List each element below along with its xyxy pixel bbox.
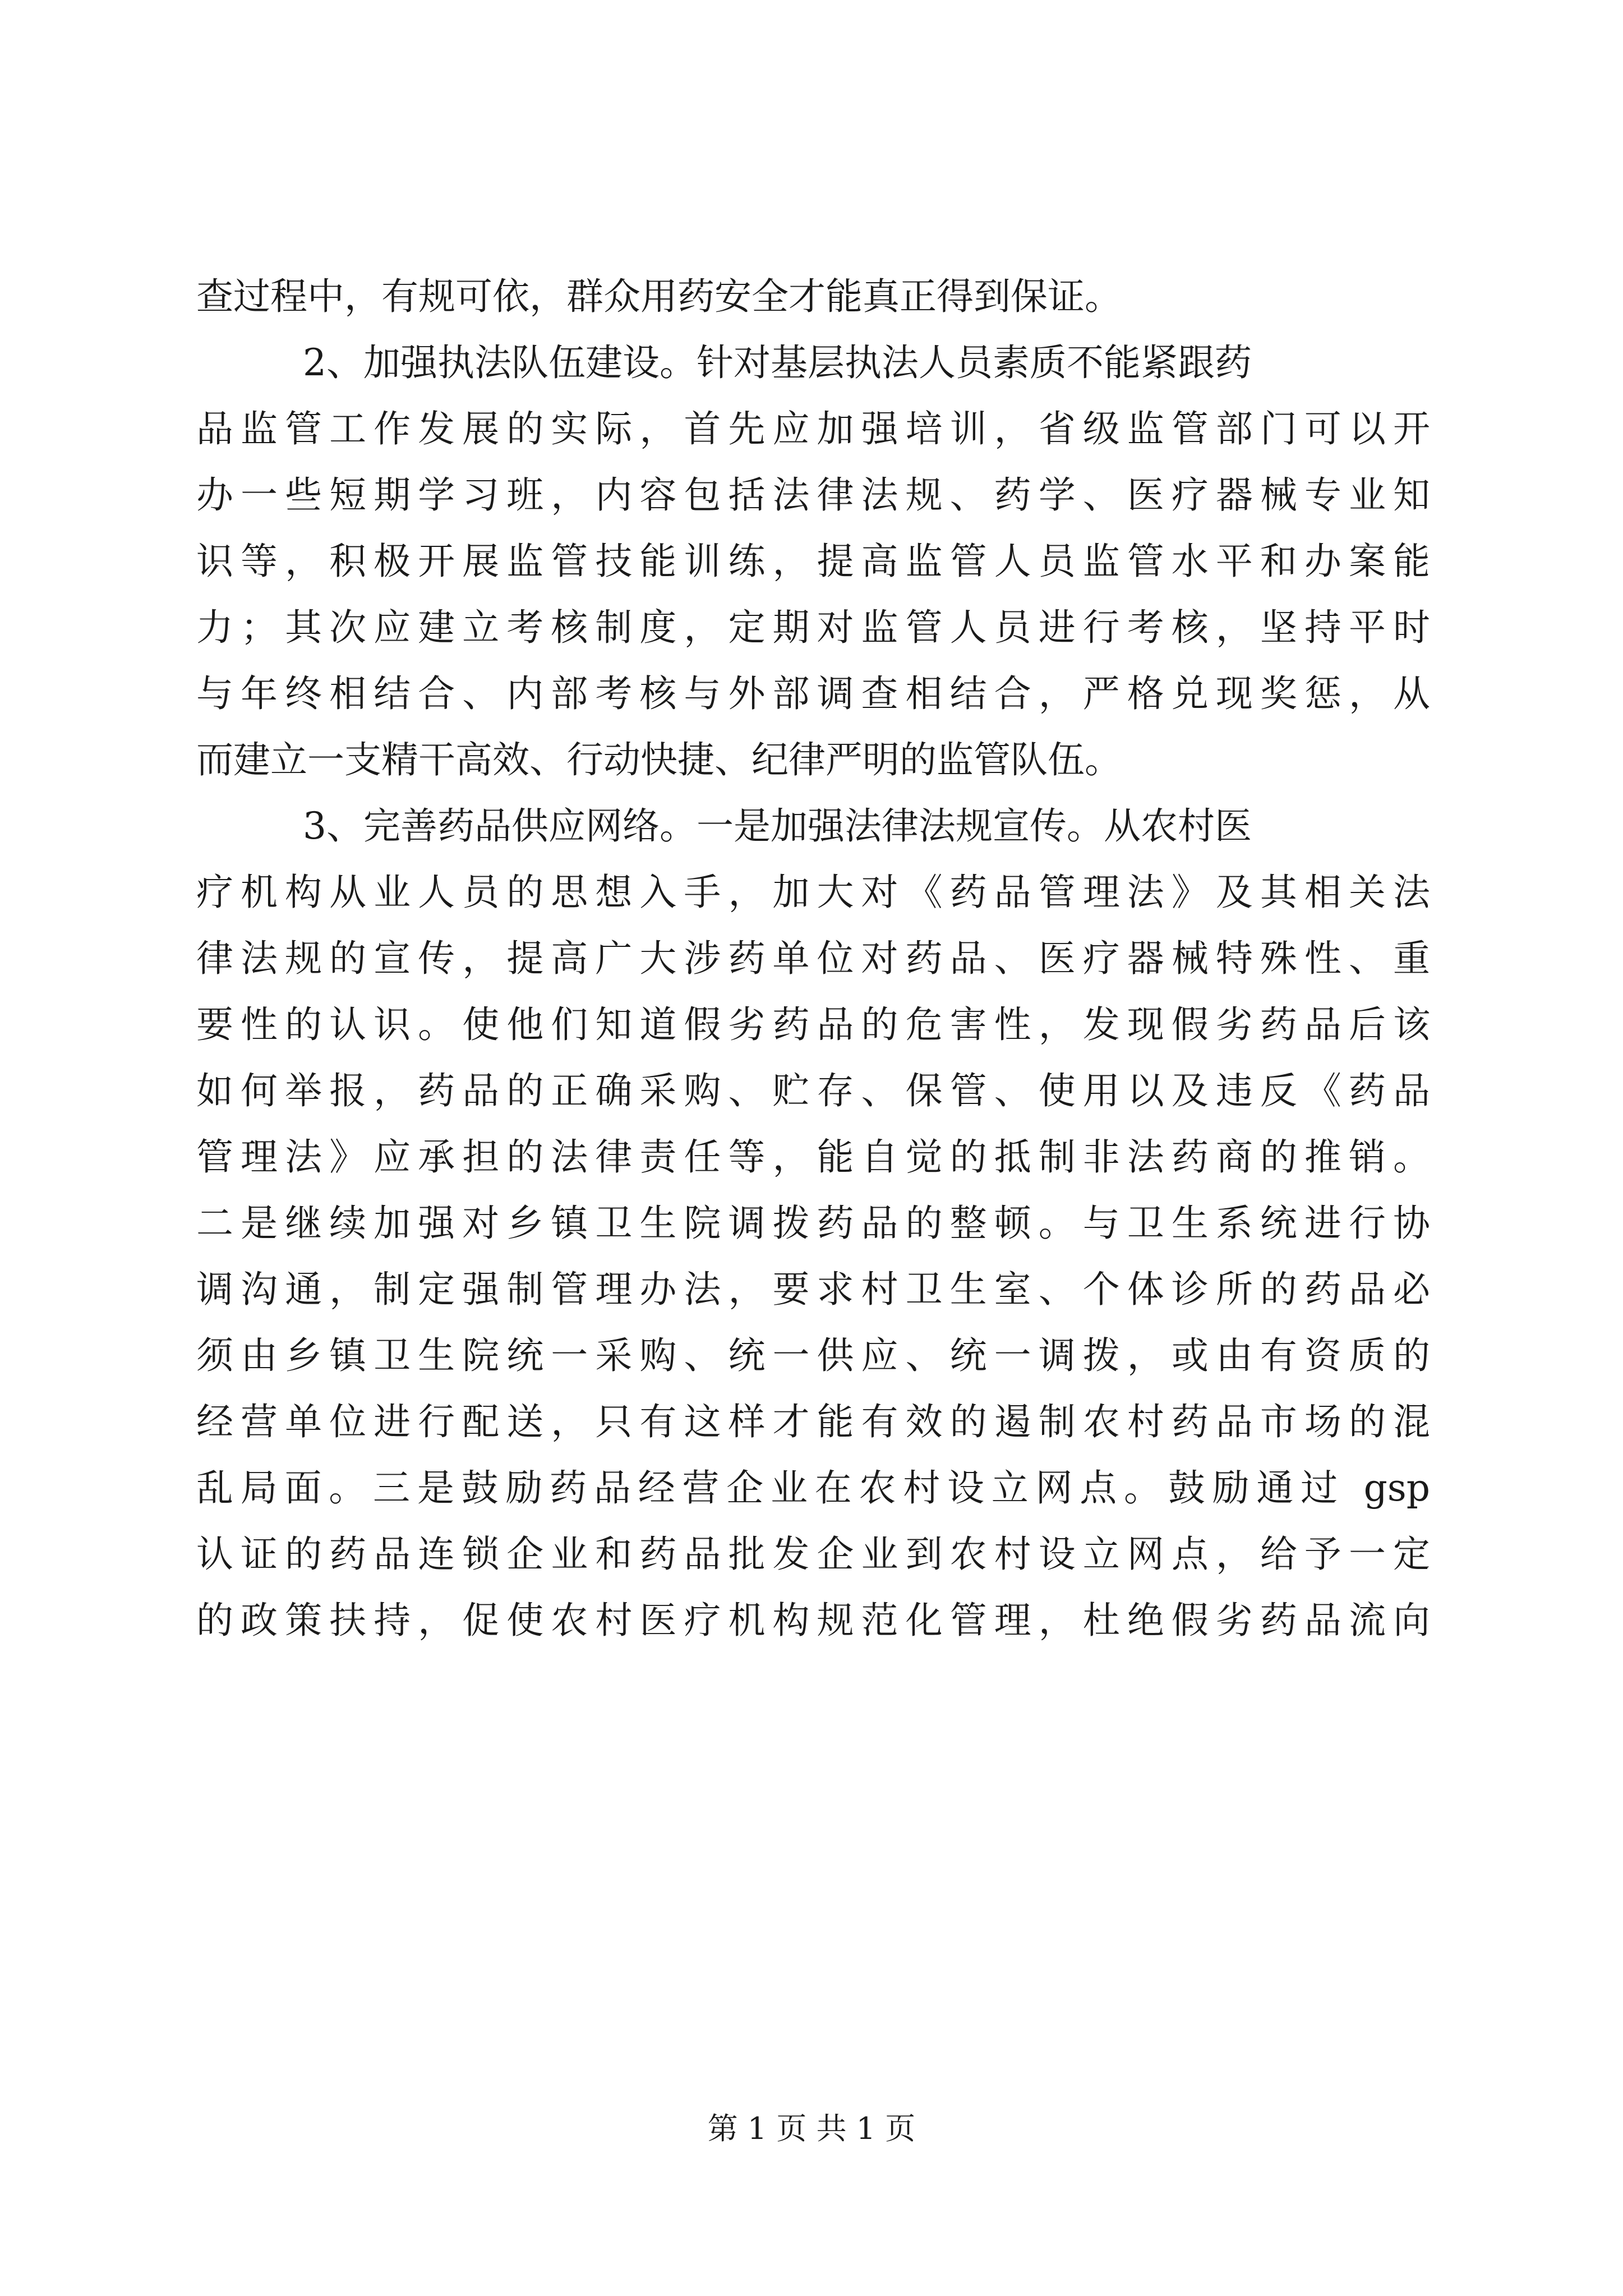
text-line: 2、加强执法队伍建设。针对基层执法人员素质不能紧跟药 <box>303 341 1252 384</box>
text-line: 3、完善药品供应网络。一是加强法律法规宣传。从农村医 <box>303 804 1252 848</box>
text-line: 二是继续加强对乡镇卫生院调拨药品的整顿。与卫生系统进行协 <box>196 1202 1430 1245</box>
text-line: 管理法》应承担的法律责任等，能自觉的抵制非法药商的推销。 <box>196 1135 1430 1179</box>
text-line: 律法规的宣传，提高广大涉药单位对药品、医疗器械特殊性、重 <box>196 937 1430 980</box>
text-line: 乱局面。三是鼓励药品经营企业在农村设立网点。鼓励通过 gsp <box>196 1466 1430 1510</box>
text-line: 调沟通，制定强制管理办法，要求村卫生室、个体诊所的药品必 <box>196 1268 1430 1311</box>
text-line: 查过程中，有规可依，群众用药安全才能真正得到保证。 <box>196 275 1122 318</box>
text-line: 如何举报，药品的正确采购、贮存、保管、使用以及违反《药品 <box>196 1069 1430 1112</box>
page-number-footer: 第 1 页 共 1 页 <box>707 2111 916 2146</box>
text-line: 的政策扶持，促使农村医疗机构规范化管理，杜绝假劣药品流向 <box>196 1599 1430 1642</box>
text-line: 须由乡镇卫生院统一采购、统一供应、统一调拨，或由有资质的 <box>196 1334 1430 1377</box>
text-line: 经营单位进行配送，只有这样才能有效的遏制农村药品市场的混 <box>196 1400 1430 1443</box>
text-line: 认证的药品连锁企业和药品批发企业到农村设立网点，给予一定 <box>196 1533 1430 1576</box>
body-text <box>196 264 1430 1654</box>
text-line: 识等，积极开展监管技能训练，提高监管人员监管水平和办案能 <box>196 540 1430 583</box>
text-line: 而建立一支精干高效、行动快捷、纪律严明的监管队伍。 <box>196 738 1122 781</box>
text-line: 办一些短期学习班，内容包括法律法规、药学、医疗器械专业知 <box>196 473 1430 517</box>
text-line: 疗机构从业人员的思想入手，加大对《药品管理法》及其相关法 <box>196 871 1430 914</box>
text-line: 品监管工作发展的实际，首先应加强培训，省级监管部门可以开 <box>196 407 1430 450</box>
text-line: 与年终相结合、内部考核与外部调查相结合，严格兑现奖惩，从 <box>196 672 1430 715</box>
text-line: 要性的认识。使他们知道假劣药品的危害性，发现假劣药品后该 <box>196 1003 1430 1046</box>
text-line: 力；其次应建立考核制度，定期对监管人员进行考核，坚持平时 <box>196 606 1430 649</box>
